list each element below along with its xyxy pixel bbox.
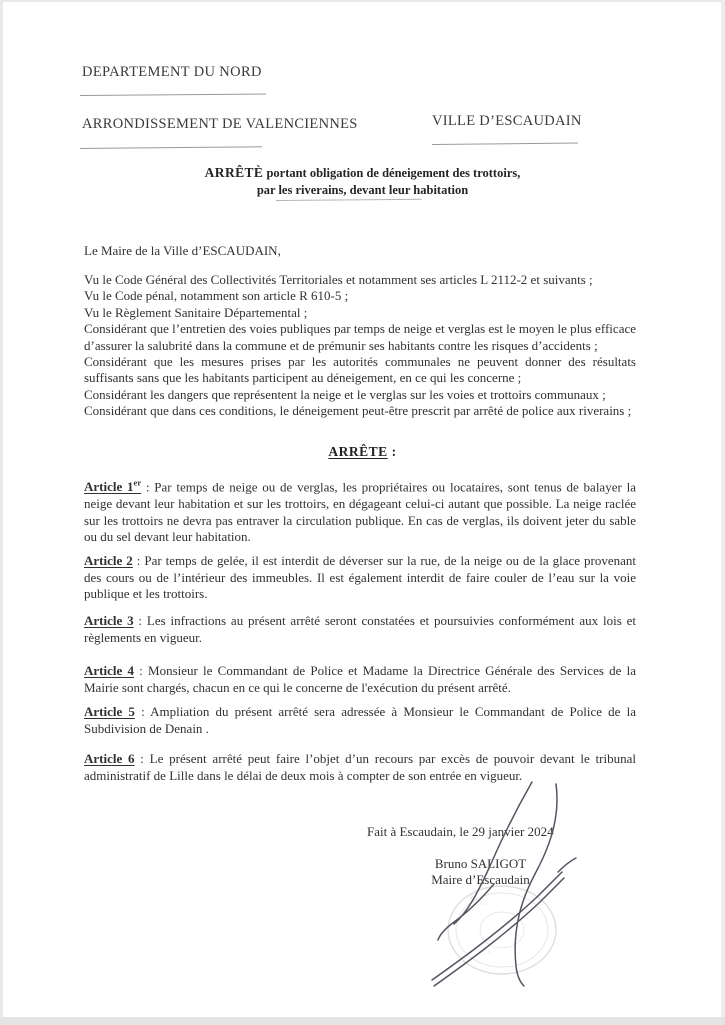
header-arrondissement: ARRONDISSEMENT DE VALENCIENNES [82,116,358,132]
considerations-block [84,272,636,420]
signatory-name: Bruno SALIGOT [434,856,527,871]
signature-place-date: Fait à Escaudain, le 29 janvier 2024 [367,824,554,839]
article-4-body: : Monsieur le Commandant de Police et Madame la Directrice Générale des Services de la Mairie sont chargés, chacun en ce qui le concerne de l'exécution du présent arrêté. [84,663,636,695]
article-6-body: : Le présent arrêté peut faire l’objet d’un recours par excès de pouvoir devant le tribunal administratif de Lille dans le délai de deux mois à compter de son entrée en vigueur. [84,751,636,783]
article-1-label [84,479,141,494]
article-4-label: Article 4 [84,663,134,678]
header-ville: VILLE D’ESCAUDAIN [432,113,582,129]
title-rule [276,199,422,201]
article-5 [84,704,636,737]
consideration-item: Vu le Code Général des Collectivités Territoriales et notamment ses articles L 2112-2 et suivants ; [84,272,593,287]
article-2 [84,553,636,603]
consideration-item: Considérant que l’entretien des voies publiques par temps de neige et verglas est le moyen le plus efficace d’assurer la salubrité dans la commune et de prémunir ses habitants contre les risques d’accidents ; [84,321,636,353]
article-5-label: Article 5 [84,704,135,719]
document-title-line-2: par les riverains, devant leur habitation [256,183,469,197]
article-3 [84,613,636,646]
document-title-keyword: ARRÊTÈ [204,165,264,180]
article-2-label: Article 2 [84,553,133,568]
document-title-line-1-rest: portant obligation de déneigement des trottoirs, [263,166,521,180]
signatory-title: Maire d’Escaudain [431,872,530,887]
article-1-body: : Par temps de neige ou de verglas, les propriétaires ou locataires, sont tenus de balayer la neige devant leur habitation et sur les trottoirs, en dégageant celui-ci autant que possible. La neige raclée sur les trottoirs ne devra pas entraver la circulation publique. En cas de verglas, ils doivent jeter du sable ou du sel devant leur habitation. [84,479,636,545]
arrete-heading-word: ARRÊTE [328,444,388,459]
intro-line: Le Maire de la Ville d’ESCAUDAIN, [84,243,281,258]
consideration-item: Vu le Code pénal, notamment son article R 610-5 ; [84,288,349,304]
article-2-body: : Par temps de gelée, il est interdit de déverser sur la rue, de la neige ou de la glace provenant des cours ou de l’intérieur des immeubles. Il est également interdit de faire couler de l’eau sur la voie publique et les trottoirs. [84,553,636,602]
article-6-label: Article 6 [84,751,135,766]
svg-text:n: n [488,950,491,955]
svg-text:E: E [470,893,475,901]
article-3-label: Article 3 [84,613,134,628]
header-department: DEPARTEMENT DU NORD [82,64,262,80]
article-1-label-sup: er [133,478,142,488]
consideration-item: Considérant les dangers que représentent la neige et le verglas sur les voies et trottoirs communaux ; [84,386,606,402]
arrete-heading-colon: : [387,444,397,459]
consideration-item: Vu le Règlement Sanitaire Départemental ; [84,304,308,320]
consideration-item: Considérant que dans ces conditions, le déneigement peut-être prescrit par arrêté de police aux riverains ; [84,403,632,419]
article-5-body: : Ampliation du présent arrêté sera adressée à Monsieur le Commandant de Police de la Subdivision de Denain . [84,704,636,736]
article-3-body: : Les infractions au présent arrêté seront constatées et poursuivies conformément aux lois et règlements en vigueur. [84,613,636,645]
header-rule-arrondissement [80,146,262,149]
article-1-label-text: Article 1 [84,479,134,495]
official-stamp [440,875,570,985]
signature-identity [0,856,725,888]
consideration-item: Considérant que les mesures prises par les autorités communales ne peuvent donner des résultats suffisants sans que les habitants participent au déneigement, en ce qui les concerne ; [84,354,636,386]
article-1 [84,475,636,546]
document-title [0,164,725,199]
article-6 [84,751,636,784]
svg-text:a: a [514,918,517,923]
document-title-line-1 [0,164,725,182]
svg-text:s c: s c [480,902,486,907]
article-4 [84,663,636,696]
arrete-heading [0,444,725,460]
header-rule-ville [432,142,578,145]
header-rule-department [80,94,266,96]
